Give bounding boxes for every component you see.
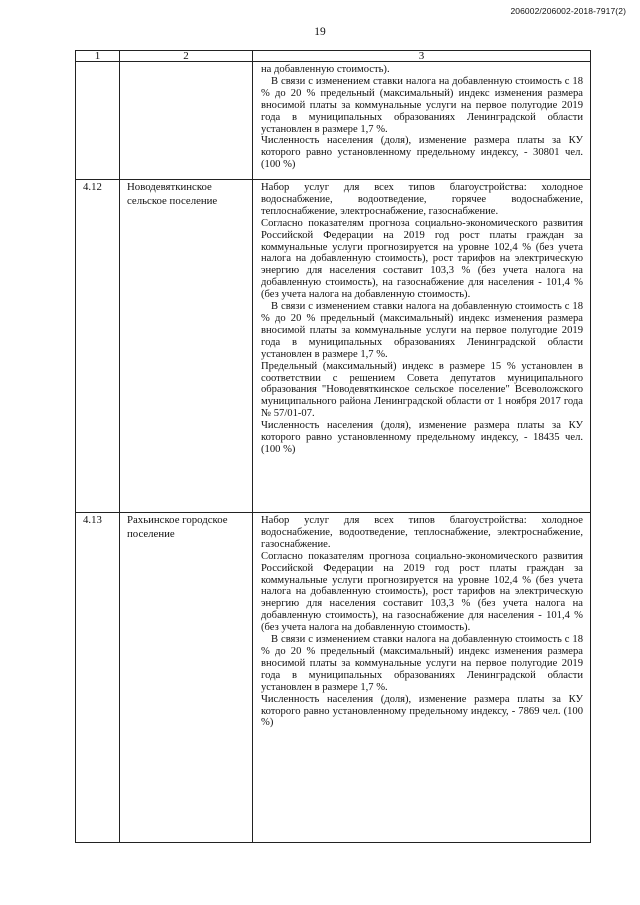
- paragraph: Набор услуг для всех типов благоустройства: холодное водоснабжение, водоотведение, теплоснабжение, электроснабжение, газоснабжение.: [261, 515, 583, 550]
- table-row: [76, 62, 591, 180]
- document-id: 206002/206002-2018-7917(2): [510, 6, 626, 16]
- column-header-2: 2: [120, 51, 253, 62]
- paragraph: В связи с изменением ставки налога на добавленную стоимость с 18 % до 20 % предельный (максимальный) индекс изменения размера вносимой платы за коммунальные услуги на первое полугодие 2019 года в муниципальных образованиях Ленинградской области установлен в размере 1,7 %.: [261, 634, 583, 693]
- row-description: [253, 180, 591, 513]
- paragraph: Согласно показателям прогноза социально-экономического развития Российской Федерации на 2019 год рост платы граждан за коммунальные услуги прогнозируется на уровне 102,4 % (без учета налога на добавленную стоимость), рост тарифов на электрическую энергию для населения составит 103,3 % (без учета налога на добавленную стоимость), на газоснабжение для населения - 101,4 % (без учета налога на добавленную стоимость).: [261, 550, 583, 634]
- row-description: [253, 513, 591, 843]
- paragraph: Набор услуг для всех типов благоустройства: холодное водоснабжение, водоотведение, горячее водоснабжение, теплоснабжение, электроснабжение, газоснабжение.: [261, 182, 583, 217]
- paragraph: Численность населения (доля), изменение размера платы за КУ которого равно установленному предельному индексу, - 30801 чел. (100 %): [261, 135, 583, 171]
- settlement-name: [120, 62, 253, 180]
- table-row: [76, 513, 591, 843]
- row-number: 4.12: [76, 180, 120, 513]
- table-row: [76, 180, 591, 513]
- data-table: [75, 50, 591, 843]
- settlement-name: Рахьинское городское поселение: [120, 513, 253, 843]
- paragraph: Численность населения (доля), изменение размера платы за КУ которого равно установленному предельному индексу, - 7869 чел. (100 %): [261, 693, 583, 729]
- row-number: [76, 62, 120, 180]
- paragraph: Численность населения (доля), изменение размера платы за КУ которого равно установленному предельному индексу, - 18435 чел. (100 %): [261, 420, 583, 455]
- paragraph: на добавленную стоимость).: [261, 64, 390, 75]
- column-header-3: 3: [253, 51, 591, 62]
- paragraph: Согласно показателям прогноза социально-экономического развития Российской Федерации на 2019 год рост платы граждан за коммунальные услуги прогнозируется на уровне 102,4 % (без учета налога на добавленную стоимость), рост тарифов на электрическую энергию для населения составит 103,3 % (без учета налога на добавленную стоимость), на газоснабжение для населения - 101,4 % (без учета налога на добавленную стоимость).: [261, 217, 583, 301]
- paragraph: В связи с изменением ставки налога на добавленную стоимость с 18 % до 20 % предельный (максимальный) индекс изменения размера вносимой платы за коммунальные услуги на первое полугодие 2019 года в муниципальных образованиях Ленинградской области установлен в размере 1,7 %.: [261, 301, 583, 360]
- page-number: 19: [314, 26, 326, 38]
- row-number: 4.13: [76, 513, 120, 843]
- paragraph: В связи с изменением ставки налога на добавленную стоимость с 18 % до 20 % предельный (максимальный) индекс изменения размера вносимой платы за коммунальные услуги на первое полугодие 2019 года в муниципальных образованиях Ленинградской области установлен в размере 1,7 %.: [261, 75, 583, 135]
- table-header-row: [76, 51, 591, 62]
- row-description: [253, 62, 591, 180]
- column-header-1: 1: [76, 51, 120, 62]
- paragraph: Предельный (максимальный) индекс в размере 15 % установлен в соответствии с решением Совета депутатов муниципального образования "Новодевяткинское сельское поселение" Всеволожского муниципального района Ленинградской области от 1 ноября 2017 года № 57/01-07.: [261, 360, 583, 420]
- settlement-name: Новодевяткинское сельское поселение: [120, 180, 253, 513]
